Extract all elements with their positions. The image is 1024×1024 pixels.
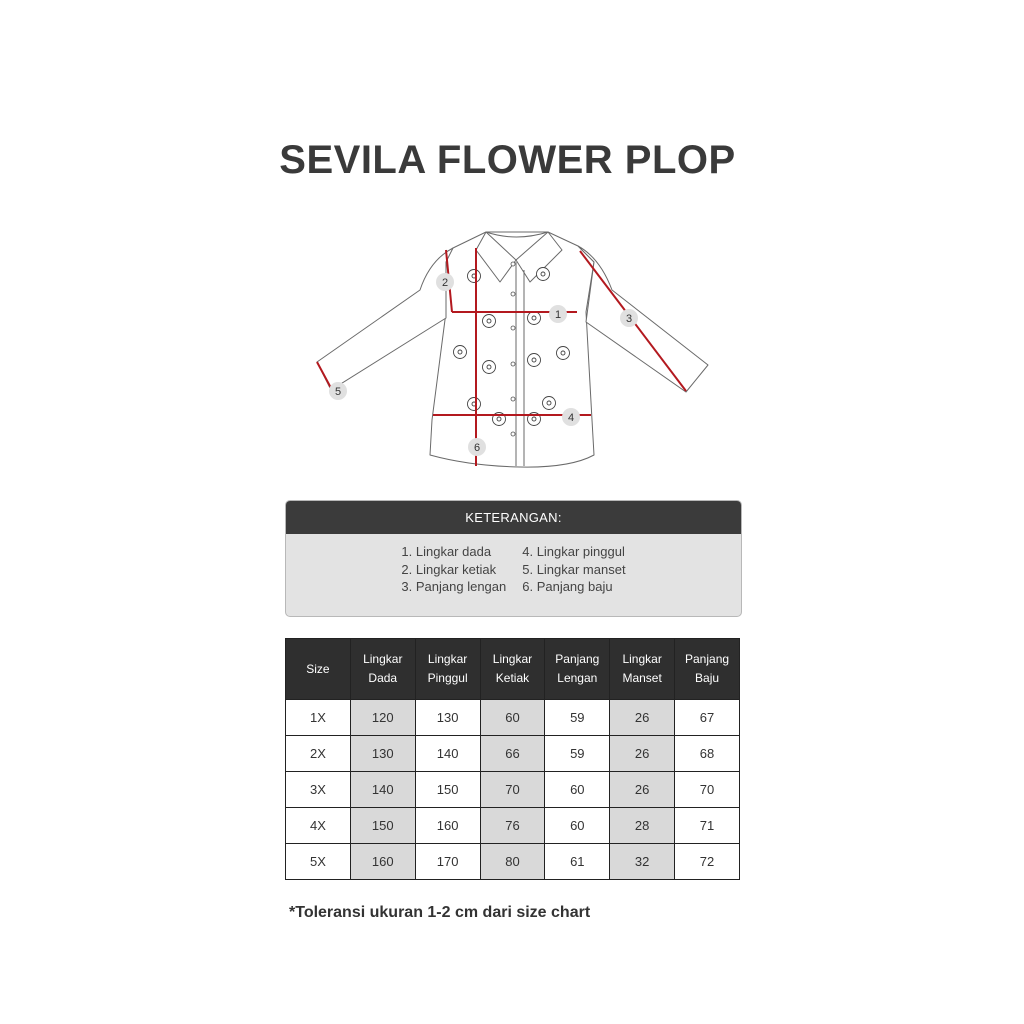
shirt-diagram xyxy=(0,0,1024,500)
svg-text:1: 1 xyxy=(554,309,562,321)
table-row xyxy=(286,844,740,880)
table-row xyxy=(286,700,740,736)
table-cell: 60 xyxy=(545,808,610,844)
table-cell: 70 xyxy=(675,772,740,808)
header-lingkar-ketiak: Lingkar Ketiak xyxy=(480,639,545,700)
svg-text:2: 2 xyxy=(441,277,449,289)
table-cell: 32 xyxy=(610,844,675,880)
table-cell: 76 xyxy=(480,808,545,844)
legend-item: 4. Lingkar pinggul xyxy=(522,544,625,559)
svg-text:4: 4 xyxy=(567,412,575,424)
header-lingkar-dada: Lingkar Dada xyxy=(350,639,415,700)
svg-text:5: 5 xyxy=(334,386,342,398)
header-panjang-baju: Panjang Baju xyxy=(675,639,740,700)
svg-text:6: 6 xyxy=(473,442,481,454)
marker-5 xyxy=(329,382,347,400)
legend-item: 5. Lingkar manset xyxy=(522,561,626,577)
table-cell: 26 xyxy=(610,736,675,772)
table-cell: 4X xyxy=(286,808,351,844)
table-cell: 1X xyxy=(286,700,351,736)
table-cell: 59 xyxy=(545,700,610,736)
tolerance-note: *Toleransi ukuran 1-2 cm dari size chart xyxy=(289,904,591,921)
table-cell: 59 xyxy=(545,736,610,772)
marker-3 xyxy=(620,309,638,327)
page-title: SEVILA FLOWER PLOP xyxy=(279,138,736,182)
table-cell: 70 xyxy=(480,772,545,808)
table-cell: 130 xyxy=(415,700,480,736)
legend-box xyxy=(285,500,742,617)
table-cell: 170 xyxy=(415,844,480,880)
marker-6 xyxy=(468,438,486,456)
table-cell: 2X xyxy=(286,736,351,772)
legend-item: 1. Lingkar dada xyxy=(401,544,492,559)
table-cell: 130 xyxy=(350,736,415,772)
legend-column-1 xyxy=(401,543,506,596)
table-row xyxy=(286,736,740,772)
header-lingkar-pinggul: Lingkar Pinggul xyxy=(415,639,480,700)
legend-item: 3. Panjang lengan xyxy=(401,579,507,594)
table-cell: 68 xyxy=(675,736,740,772)
table-cell: 150 xyxy=(350,808,415,844)
table-cell: 26 xyxy=(610,772,675,808)
marker-1 xyxy=(549,305,567,323)
legend-item: 2. Lingkar ketiak xyxy=(401,561,497,577)
table-cell: 120 xyxy=(350,700,415,736)
table-cell: 67 xyxy=(675,700,740,736)
table-cell: 60 xyxy=(545,772,610,808)
table-cell: 5X xyxy=(286,844,351,880)
table-row xyxy=(286,808,740,844)
table-cell: 160 xyxy=(350,844,415,880)
table-cell: 26 xyxy=(610,700,675,736)
svg-text:3: 3 xyxy=(625,313,633,325)
table-cell: 72 xyxy=(675,844,740,880)
table-cell: 140 xyxy=(350,772,415,808)
header-size: Size xyxy=(286,639,351,700)
legend-item: 6. Panjang baju xyxy=(522,579,613,594)
table-cell: 160 xyxy=(415,808,480,844)
table-cell: 150 xyxy=(415,772,480,808)
table-cell: 71 xyxy=(675,808,740,844)
table-row xyxy=(286,772,740,808)
table-cell: 66 xyxy=(480,736,545,772)
table-cell: 61 xyxy=(545,844,610,880)
size-chart-table xyxy=(285,638,740,880)
marker-4 xyxy=(562,408,580,426)
table-cell: 80 xyxy=(480,844,545,880)
marker-2 xyxy=(436,273,454,291)
table-cell: 60 xyxy=(480,700,545,736)
table-header-row xyxy=(286,639,740,700)
table-cell: 28 xyxy=(610,808,675,844)
table-cell: 3X xyxy=(286,772,351,808)
table-cell: 140 xyxy=(415,736,480,772)
legend-heading: KETERANGAN: xyxy=(286,501,741,534)
legend-column-2 xyxy=(522,543,625,596)
header-lingkar-manset: Lingkar Manset xyxy=(610,639,675,700)
header-panjang-lengan: Panjang Lengan xyxy=(545,639,610,700)
